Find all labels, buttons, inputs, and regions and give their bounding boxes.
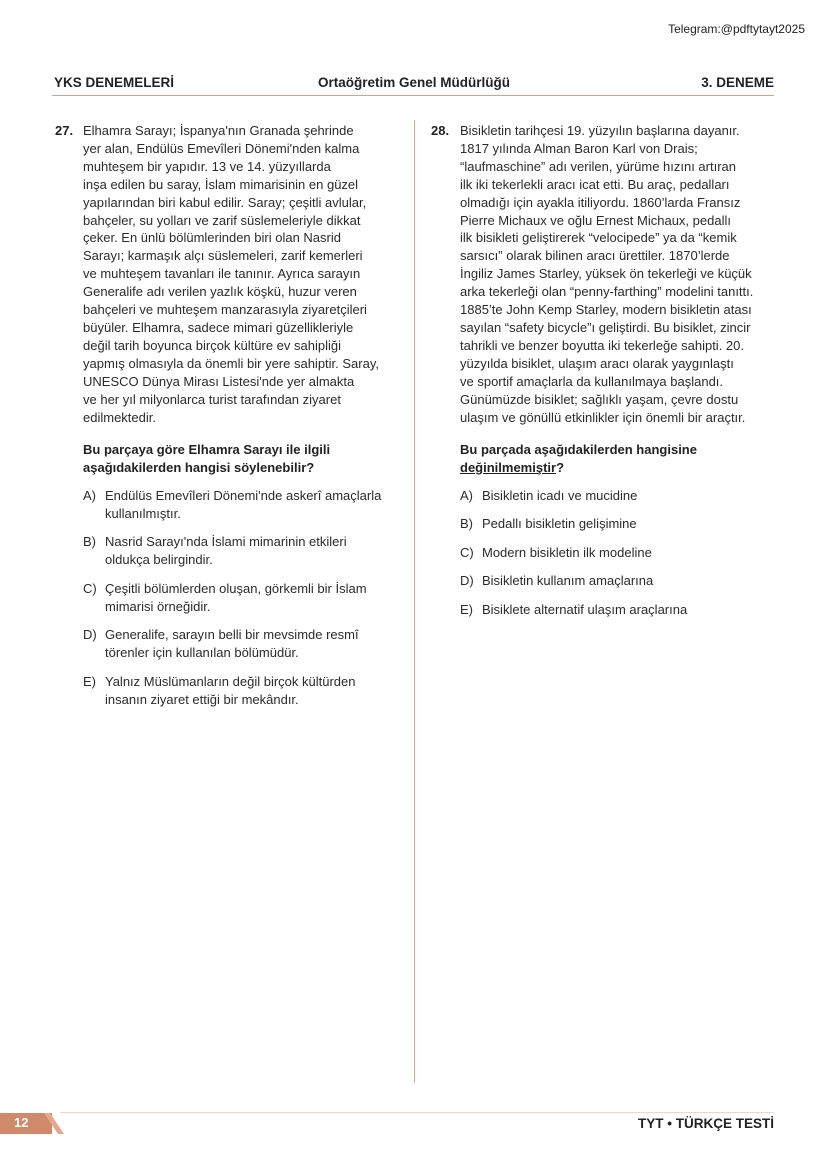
passage-line: Generalife adı verilen yazlık köşkü, huzur veren	[83, 284, 357, 300]
option-text-line: mimarisi örneğidir.	[105, 599, 211, 614]
option-text-line: Pedallı bisikletin gelişimine	[482, 516, 637, 531]
option-letter: E)	[460, 602, 473, 617]
passage-line: Pierre Michaux ve oğlu Ernest Michaux, pedallı	[460, 212, 731, 228]
passage-line: Sarayı; karmaşık alçı süslemeleri, zarif kemerleri	[83, 248, 363, 264]
question-stem	[83, 441, 330, 477]
option-letter: D)	[83, 627, 97, 642]
option-text-line: Yalnız Müslümanların değil birçok kültürden	[105, 674, 356, 689]
option-text-line: törenler için kullanılan bölümüdür.	[105, 645, 299, 660]
passage-line: yüzyılda bisiklet, ulaşım aracı olarak yaygınlaştı	[460, 355, 734, 371]
option-text-line: oldukça belirgindir.	[105, 552, 213, 567]
option-text-line: insanın ziyaret ettiği bir mekândır.	[105, 692, 299, 707]
passage-line: ve her yıl milyonlarca turist tarafından ziyaret	[83, 391, 341, 407]
option-text-line: Bisikletin icadı ve mucidine	[482, 488, 638, 503]
option-letter: A)	[460, 488, 473, 503]
option-text	[105, 626, 359, 662]
passage-line: Elhamra Sarayı; İspanya'nın Granada şehrinde	[83, 123, 354, 138]
option-text	[482, 601, 687, 619]
question-number: 27.	[55, 123, 74, 138]
question-number: 28.	[431, 123, 450, 138]
header-series: YKS DENEMELERİ	[54, 75, 175, 90]
footer-test-title: TYT • TÜRKÇE TESTİ	[638, 1116, 774, 1131]
option-text	[105, 580, 367, 616]
stem-line: aşağıdakilerden hangisi söylenebilir?	[83, 459, 315, 475]
option-text-line: Bisiklete alternatif ulaşım araçlarına	[482, 602, 688, 617]
option-text-line: Nasrid Sarayı'nda İslami mimarinin etkileri	[105, 534, 347, 549]
option-text	[482, 544, 652, 562]
passage-line: tahrikli ve benzer boyutta iki tekerleğe sahipti. 20.	[460, 337, 744, 353]
page-number: 12	[14, 1115, 29, 1130]
option-text-line: Bisikletin kullanım amaçlarına	[482, 573, 654, 588]
option-text	[482, 572, 653, 590]
option-text	[105, 533, 347, 569]
passage-line: Günümüzde bisiklet; sağlıklı yaşam, çevre dostu	[460, 391, 739, 407]
option-letter: B)	[460, 516, 473, 531]
stem-line: Bu parçaya göre Elhamra Sarayı ile ilgili	[83, 442, 331, 457]
option-letter: E)	[83, 674, 96, 689]
passage-line: sayılan “safety bicycle”ı geliştirdi. Bu bisiklet, zincir	[460, 319, 751, 335]
stem-line: Bu parçada aşağıdakilerden hangisine	[460, 442, 697, 457]
passage-line: UNESCO Dünya Mirası Listesi'nde yer almakta	[83, 373, 355, 389]
tab-slash-decoration	[44, 1110, 68, 1136]
stem-line	[460, 459, 697, 477]
question-stem	[460, 441, 697, 477]
passage-line: 1817 yılında Alman Baron Karl von Drais;	[460, 140, 698, 156]
header-rule	[52, 95, 774, 96]
question-passage	[83, 122, 379, 426]
option-text-line: Generalife, sarayın belli bir mevsimde resmî	[105, 627, 359, 642]
option-text-line: Çeşitli bölümlerden oluşan, görkemli bir İslam	[105, 581, 367, 596]
option-text	[482, 515, 637, 533]
passage-line: ilk bisikleti geliştirerek “velocipede” ya da “kemik	[460, 230, 737, 246]
option-text	[482, 487, 637, 505]
passage-line: büyüler. Elhamra, sadece mimari güzellikleriyle	[83, 319, 354, 335]
watermark-text: Telegram:@pdftytayt2025	[668, 22, 805, 36]
passage-line: değil tarih boyunca birçok kültüre ev sahipliği	[83, 337, 341, 353]
passage-line: “laufmaschine” adı verilen, yürüme hızını artıran	[460, 158, 737, 174]
passage-line: inşa edilen bu saray, İslam mimarisinin en güzel	[83, 176, 359, 192]
passage-line: yer alan, Endülüs Emevîleri Dönemi'nden kalma	[83, 140, 360, 156]
stem-emphasis: değinilmemiştir	[460, 459, 557, 475]
option-text	[105, 673, 356, 709]
passage-line: 1885’te John Kemp Starley, modern bisikletin atası	[460, 302, 752, 318]
option-letter: B)	[83, 534, 96, 549]
footer-rule	[60, 1112, 774, 1113]
option-letter: C)	[460, 545, 474, 560]
option-text-line: Endülüs Emevîleri Dönemi'nde askerî amaçlarla	[105, 488, 382, 503]
question-passage	[460, 122, 753, 426]
passage-line: İngiliz James Starley, yüksek ön tekerleği ve küçük	[460, 266, 752, 282]
passage-line: bahçeleri ve muhteşem manzarasıyla ziyaretçileri	[83, 302, 367, 318]
option-letter: A)	[83, 488, 96, 503]
option-letter: D)	[460, 573, 474, 588]
stem-question-mark: ?	[556, 459, 565, 475]
passage-line: yapmış olmasıyla da önemli bir yere sahiptir. Saray,	[83, 355, 379, 371]
header-exam-number: 3. DENEME	[701, 75, 774, 90]
passage-line: olmadığı için ayakla itiliyordu. 1860’larda Fransız	[460, 194, 741, 210]
passage-line: sarsıcı” olarak bilinen aracı ürettiler. 1870’lerde	[460, 248, 730, 264]
passage-line: ilk iki tekerlekli aracı icat etti. Bu araç, pedalları	[460, 176, 730, 192]
passage-line: ve sportif amaçlarla da kullanılmaya başlandı.	[460, 373, 724, 389]
passage-line: arka tekerleği olan “penny-farthing” modelini tanıttı.	[460, 284, 754, 300]
passage-line: ve muhteşem tavanları ile tanınır. Ayrıca sarayın	[83, 266, 361, 282]
passage-line: edilmektedir.	[83, 409, 156, 425]
passage-line: muhteşem bir yapıdır. 13 ve 14. yüzyıllarda	[83, 158, 331, 174]
column-divider	[414, 120, 415, 1083]
passage-line: Bisikletin tarihçesi 19. yüzyılın başlarına dayanır.	[460, 123, 740, 138]
option-text	[105, 487, 381, 523]
option-text-line: Modern bisikletin ilk modeline	[482, 545, 652, 560]
passage-line: yapılarından biri kabul edilir. Saray; çeşitli avlular,	[83, 194, 367, 210]
header-publisher: Ortaöğretim Genel Müdürlüğü	[318, 75, 511, 90]
passage-line: çeker. En ünlü bölümlerinden biri olan Nasrid	[83, 230, 341, 246]
passage-line: ulaşım ve gönüllü etkinlikler için önemli bir araçtır.	[460, 409, 746, 425]
option-letter: C)	[83, 581, 97, 596]
option-text-line: kullanılmıştır.	[105, 506, 181, 521]
passage-line: bahçeler, su yolları ve zarif süslemeleriyle dikkat	[83, 212, 361, 228]
